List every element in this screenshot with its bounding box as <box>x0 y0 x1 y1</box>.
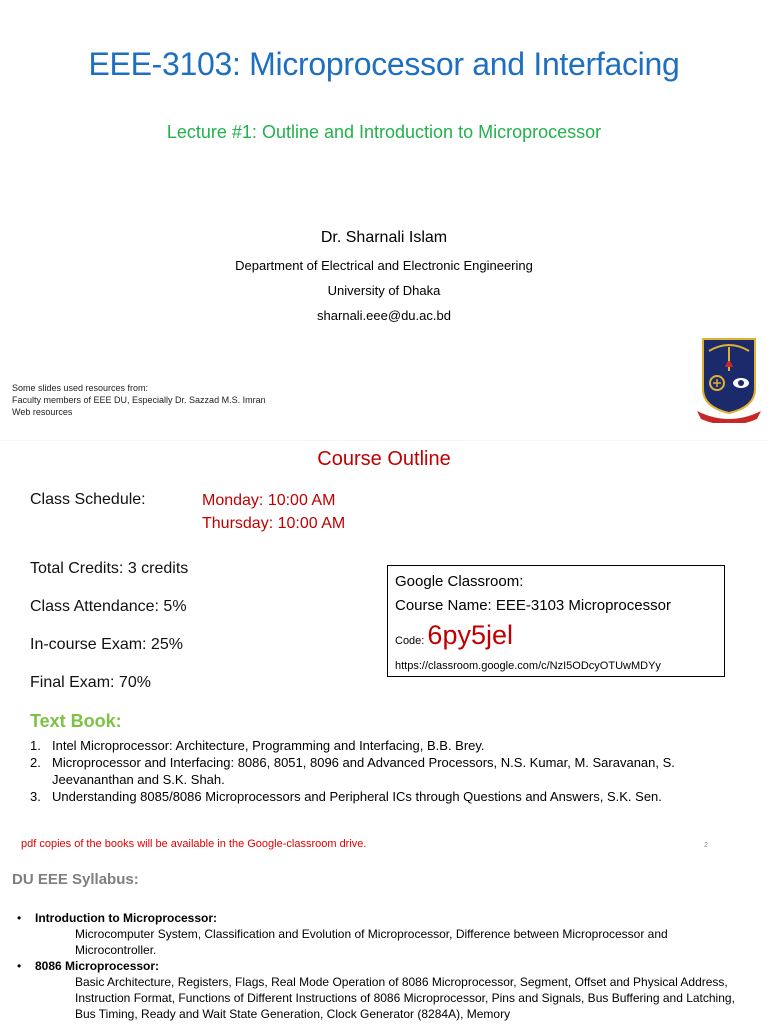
textbook-item <box>30 737 750 754</box>
syllabus-item <box>17 910 752 958</box>
textbook-number: 3. <box>30 789 41 804</box>
credits-line: Faculty members of EEE DU, Especially Dr. Sazzad M.S. Imran <box>12 395 266 405</box>
lecture-subtitle: Lecture #1: Outline and Introduction to Microprocessor <box>166 122 602 142</box>
textbook-text: Intel Microprocessor: Architecture, Programming and Interfacing, B.B. Brey. <box>52 738 485 753</box>
textbook-text: Understanding 8085/8086 Microprocessors and Peripheral ICs through Questions and Answers, S.K. Sen. <box>52 789 662 804</box>
slide-title: EEE-3103: Microprocessor and Interfacing <box>88 46 680 82</box>
bullet-icon: • <box>17 959 22 973</box>
syllabus-item-body: Basic Architecture, Registers, Flags, Real Mode Operation of 8086 Microprocessor, Segment, Offset and Physical Address, Instruction Format, Functions of Different Instructions of 8086 Microprocessor, Pins and Signals, Bus Buffering and Latching, Bus Timing, Ready and Wait State Generation, Clock Generator (8284A), Memory <box>75 975 735 1021</box>
classroom-heading: Google Classroom: <box>395 573 524 590</box>
syllabus-item <box>17 958 752 1022</box>
university-logo <box>695 337 763 423</box>
classroom-course-name: Course Name: EEE-3103 Microprocessor <box>395 597 671 614</box>
textbook-text: Microprocessor and Interfacing: 8086, 8051, 8096 and Advanced Processors, N.S. Kumar, M. Saravanan, S. Jeevananthan and S.K. Shah. <box>52 755 675 787</box>
classroom-code-row <box>395 618 717 658</box>
classroom-code-label: Code: <box>395 635 428 647</box>
university-name: University of Dhaka <box>327 283 441 298</box>
syllabus-list <box>17 910 752 1022</box>
bullet-icon: • <box>17 911 22 925</box>
in-course-exam: In-course Exam: 25% <box>30 636 183 653</box>
author-name: Dr. Sharnali Islam <box>320 229 448 246</box>
course-outline-title: Course Outline <box>317 448 451 470</box>
textbook-number: 2. <box>30 755 41 770</box>
google-classroom-box <box>387 565 725 677</box>
schedule-item: Thursday: 10:00 AM <box>202 515 346 532</box>
class-schedule-label: Class Schedule: <box>30 491 146 508</box>
class-attendance: Class Attendance: 5% <box>30 598 187 615</box>
textbook-number: 1. <box>30 738 41 753</box>
syllabus-item-heading: Introduction to Microprocessor: <box>35 911 218 925</box>
syllabus-item-heading: 8086 Microprocessor: <box>35 959 160 973</box>
resource-credits <box>12 382 266 418</box>
schedule-item: Monday: 10:00 AM <box>202 492 336 509</box>
slide-divider <box>0 440 768 441</box>
classroom-url[interactable]: https://classroom.google.com/c/NzI5ODcyOTUwMDYy <box>395 660 661 672</box>
pdf-availability-note: pdf copies of the books will be available in the Google-classroom drive. <box>21 838 367 850</box>
total-credits: Total Credits: 3 credits <box>30 560 189 577</box>
department-name: Department of Electrical and Electronic Engineering <box>235 258 533 273</box>
syllabus-item-body: Microcomputer System, Classification and Evolution of Microprocessor, Difference between Microprocessor and Microcontroller. <box>75 927 668 957</box>
final-exam: Final Exam: 70% <box>30 674 151 691</box>
textbook-item <box>30 754 750 788</box>
page-number: 2 <box>704 842 708 849</box>
author-email: sharnali.eee@du.ac.bd <box>317 308 451 323</box>
credits-line: Some slides used resources from: <box>12 383 149 393</box>
classroom-code: 6py5jel <box>427 620 513 650</box>
textbook-list <box>30 737 750 805</box>
textbook-heading: Text Book: <box>30 711 122 731</box>
syllabus-title: DU EEE Syllabus: <box>12 871 139 888</box>
textbook-item <box>30 788 750 805</box>
class-schedule-list <box>202 489 345 535</box>
credits-line: Web resources <box>12 407 73 417</box>
